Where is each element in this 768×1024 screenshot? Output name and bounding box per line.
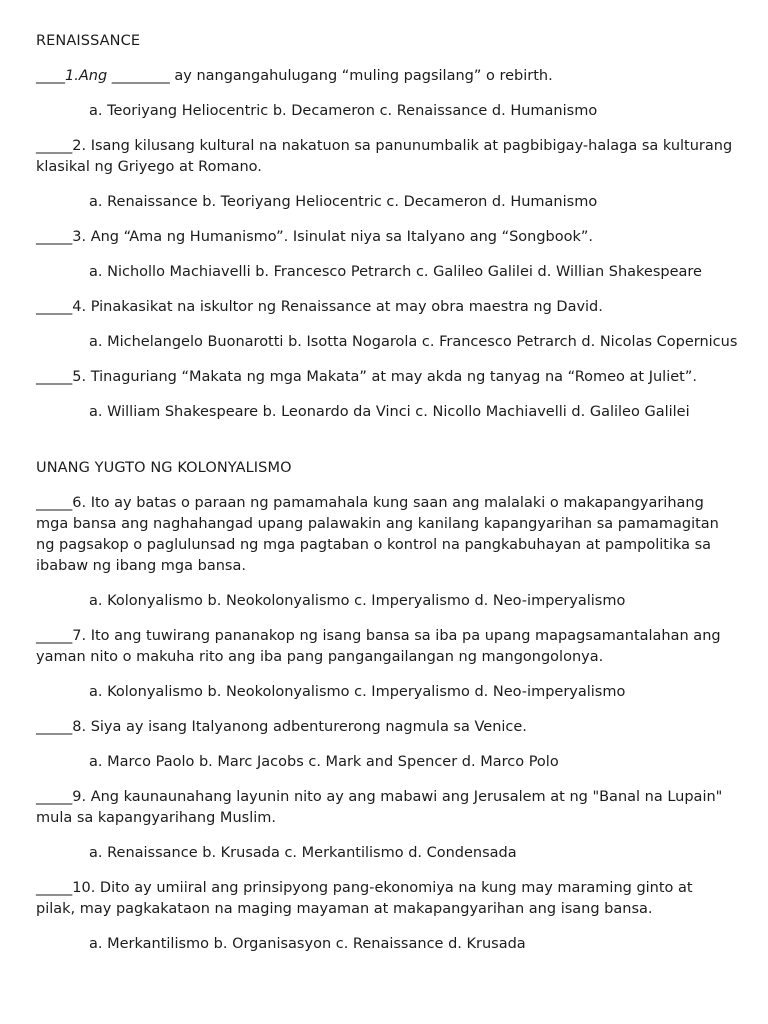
- question-7: _____7. Ito ang tuwirang pananakop ng isang bansa sa iba pa upang mapagsamantalahan ang yaman nito o makuha rito ang iba pang pangangailangan ng mangongolonya.: [36, 628, 721, 665]
- question-1-number: 1.Ang: [65, 68, 108, 84]
- section-title-renaissance: RENAISSANCE: [36, 33, 141, 49]
- choices-4: a. Michelangelo Buonarotti b. Isotta Nogarola c. Francesco Petrarch d. Nicolas Copernicus: [89, 334, 738, 350]
- question-1: ____1.Ang ________ ay nangangahulugang “muling pagsilang” o rebirth.: [36, 68, 553, 84]
- choices-8: a. Marco Paolo b. Marc Jacobs c. Mark and Spencer d. Marco Polo: [89, 754, 559, 770]
- question-6: _____6. Ito ay batas o paraan ng pamamahala kung saan ang malalaki o makapangyarihang mga bansa ang naghahangad upang palawakin ang kanilang kapangyarihan sa pamamagitan ng pagsakop o paglulunsad ng mga pagtaban o kontrol na pangkabuhayan at pampolitika sa ibabaw ng ibang mga bansa.: [36, 495, 719, 574]
- worksheet: [36, 31, 736, 955]
- section-spacer: [36, 423, 736, 458]
- question-3: _____3. Ang “Ama ng Humanismo”. Isinulat niya sa Italyano ang “Songbook”.: [36, 229, 594, 245]
- question-2: _____2. Isang kilusang kultural na nakatuon sa panunumbalik at pagbibigay-halaga sa kulturang klasikal ng Griyego at Romano.: [36, 138, 733, 175]
- choices-10: a. Merkantilismo b. Organisasyon c. Renaissance d. Krusada: [89, 936, 526, 952]
- choices-5: a. William Shakespeare b. Leonardo da Vinci c. Nicollo Machiavelli d. Galileo Galilei: [89, 404, 690, 420]
- section-title-kolonyalismo: UNANG YUGTO NG KOLONYALISMO: [36, 460, 292, 476]
- question-5: _____5. Tinaguriang “Makata ng mga Makata” at may akda ng tanyag na “Romeo at Juliet”.: [36, 369, 697, 385]
- question-9: _____9. Ang kaunaunahang layunin nito ay ang mabawi ang Jerusalem at ng "Banal na Lupain" mula sa kapangyarihang Muslim.: [36, 789, 723, 826]
- choices-1: a. Teoriyang Heliocentric b. Decameron c. Renaissance d. Humanismo: [89, 103, 598, 119]
- choices-9: a. Renaissance b. Krusada c. Merkantilismo d. Condensada: [89, 845, 517, 861]
- question-8: _____8. Siya ay isang Italyanong adbenturerong nagmula sa Venice.: [36, 719, 527, 735]
- choices-6: a. Kolonyalismo b. Neokolonyalismo c. Imperyalismo d. Neo-imperyalismo: [89, 593, 626, 609]
- question-4: _____4. Pinakasikat na iskultor ng Renaissance at may obra maestra ng David.: [36, 299, 603, 315]
- choices-2: a. Renaissance b. Teoriyang Heliocentric c. Decameron d. Humanismo: [89, 194, 598, 210]
- choices-3: a. Nichollo Machiavelli b. Francesco Petrarch c. Galileo Galilei d. Willian Shakespeare: [89, 264, 702, 280]
- question-10: _____10. Dito ay umiiral ang prinsipyong pang-ekonomiya na kung may maraming ginto at pilak, may pagkakataon na maging mayaman at makapangyarihan ang isang bansa.: [36, 880, 693, 917]
- choices-7: a. Kolonyalismo b. Neokolonyalismo c. Imperyalismo d. Neo-imperyalismo: [89, 684, 626, 700]
